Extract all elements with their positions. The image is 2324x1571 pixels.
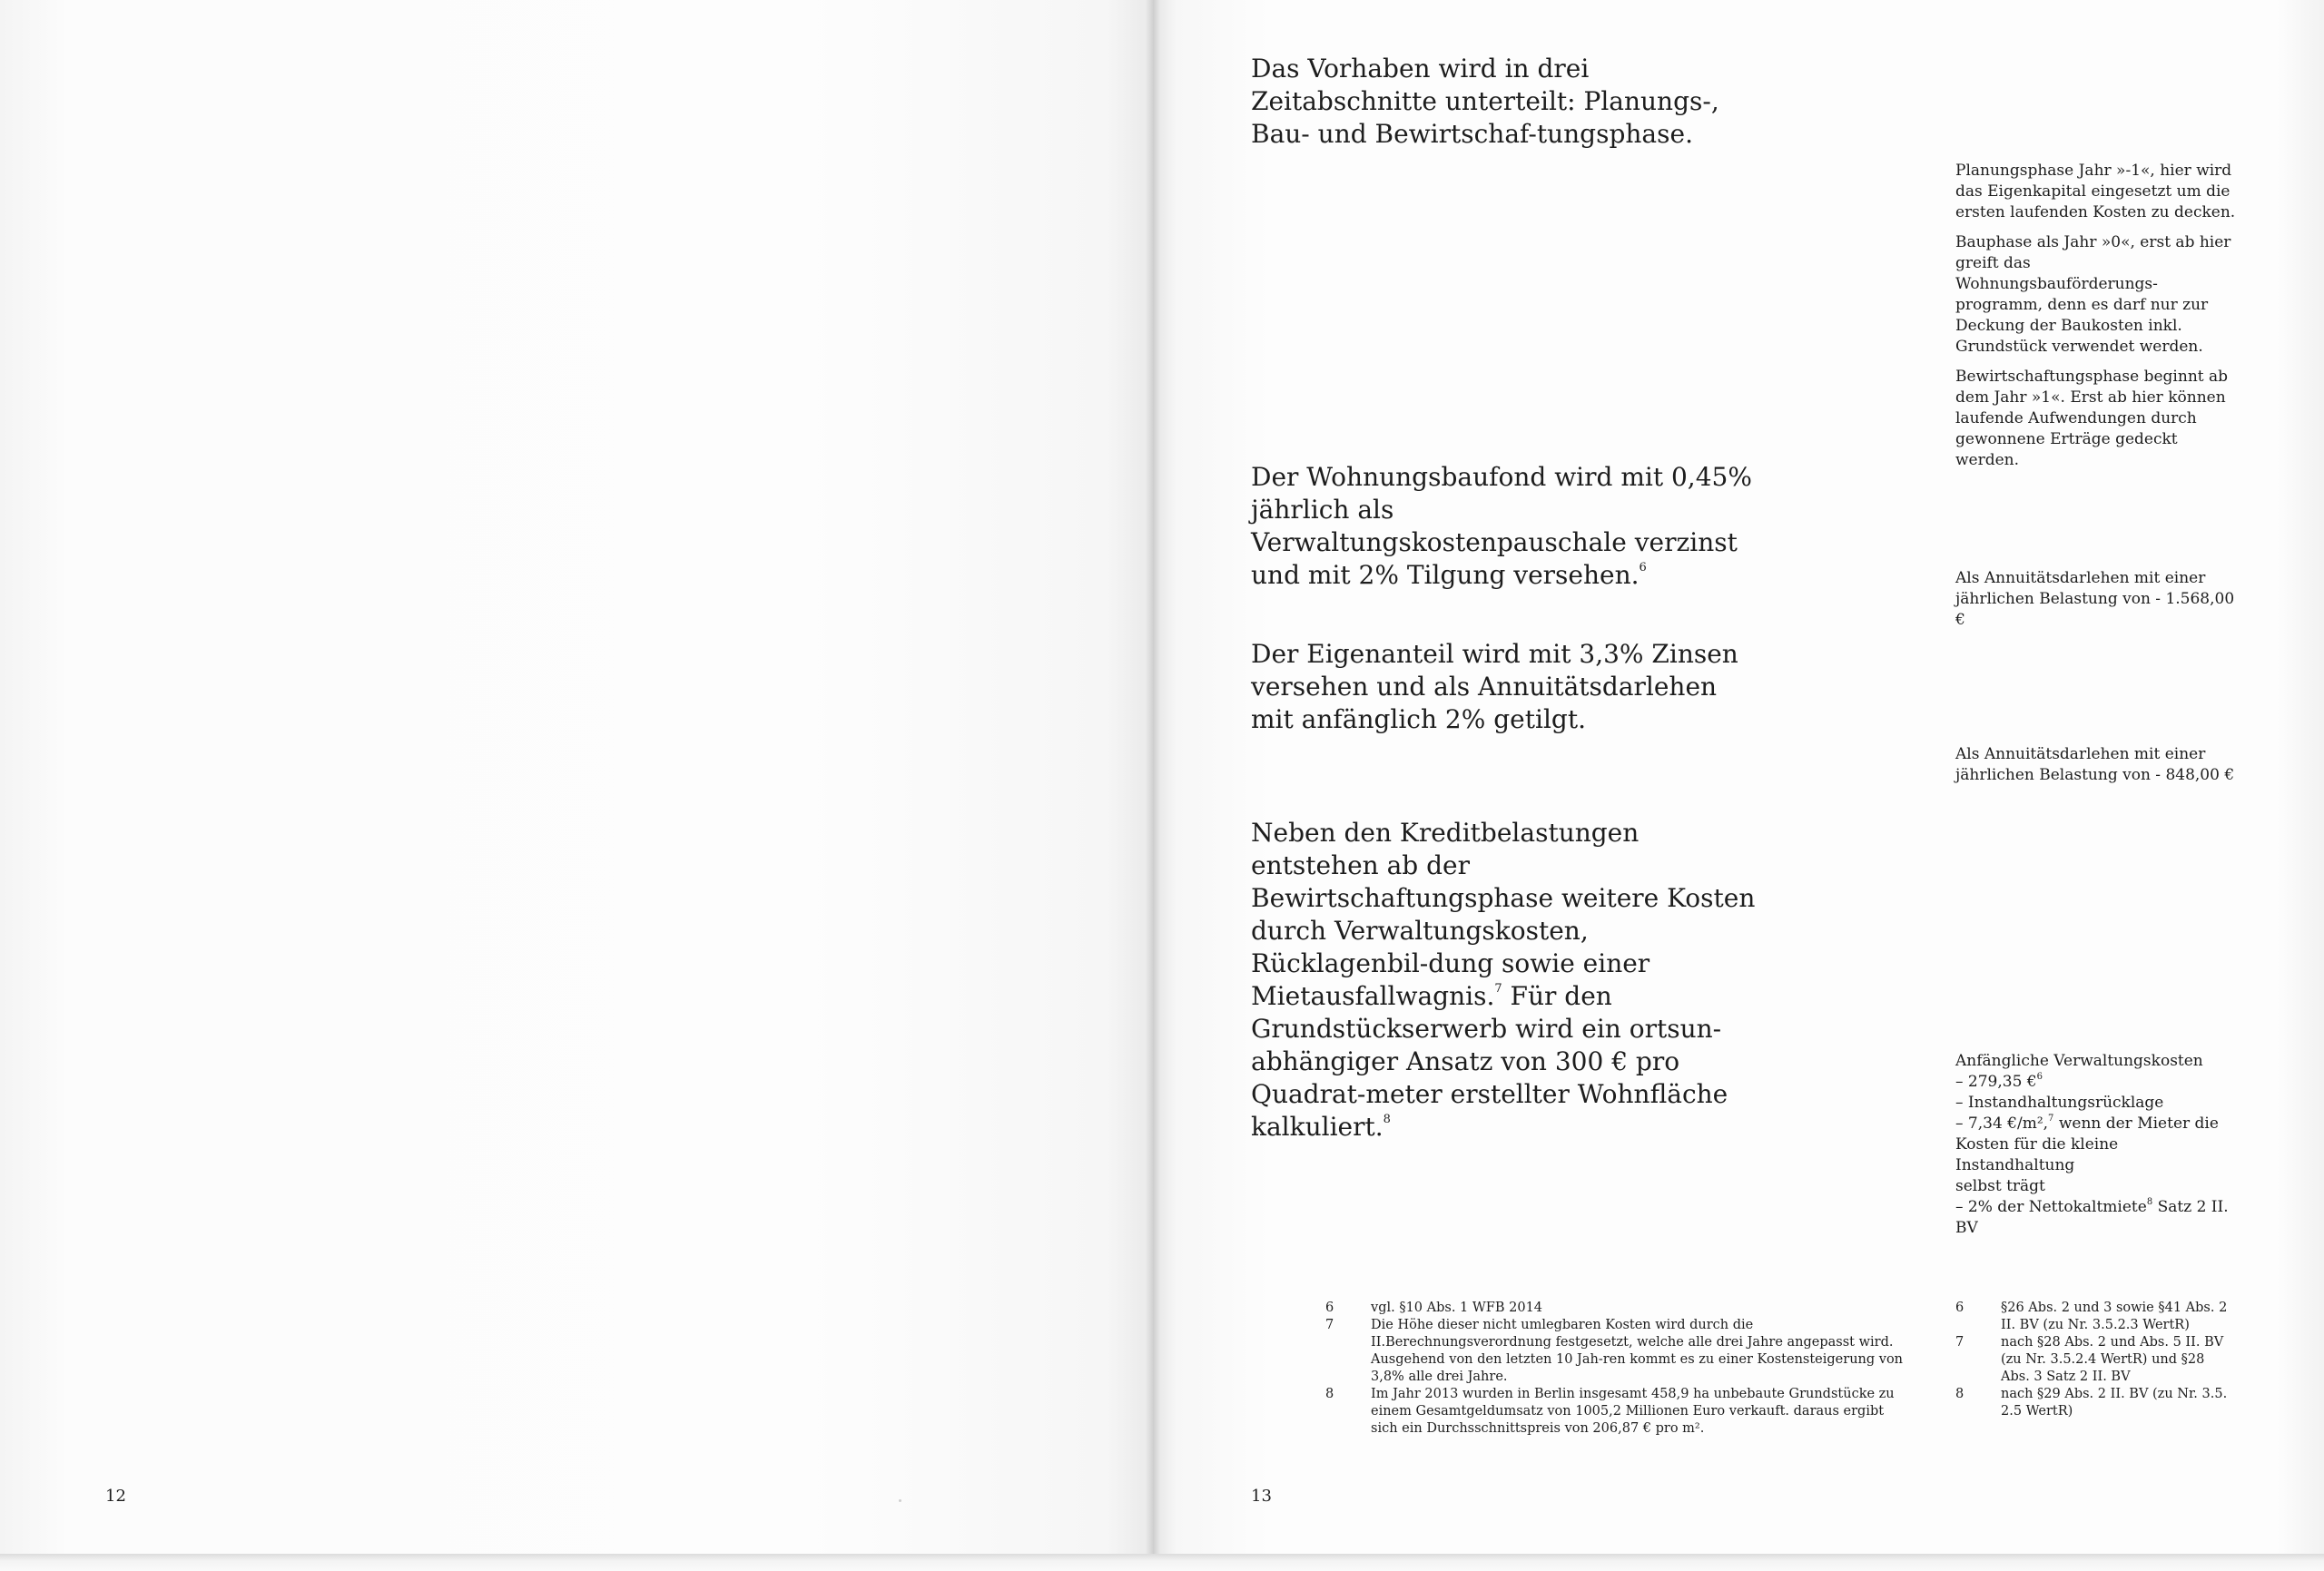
side-note-equity-annuity [1955, 744, 2237, 795]
paragraph-text: Neben den Kreditbelastungen entstehen ab der Bewirtschaftungsphase weitere Kosten durch Verwaltungskosten, Rücklagenbil-dung sowie einer Mietausfallwagnis. [1251, 818, 1756, 1011]
side-note-fund-annuity [1955, 568, 2237, 640]
paragraph-phases [1251, 53, 1759, 151]
footnote-ref: 7 [1494, 982, 1502, 996]
footnote-number: 6 [1325, 1301, 1334, 1315]
side-note-line [1955, 1114, 2237, 1134]
footnote-text: vgl. §10 Abs. 1 WFB 2014 [1371, 1301, 1543, 1315]
paragraph-text: Der Wohnungsbaufond wird mit 0,45% jährlich als Verwaltungskostenpauschale verzinst und mit 2% Tilgung versehen. [1251, 462, 1752, 590]
side-note-line: selbst trägt [1955, 1177, 2045, 1195]
footnote-number: 8 [1325, 1387, 1334, 1401]
paragraph-additional-costs [1251, 817, 1759, 1144]
paragraph-text: Der Eigenanteil wird mit 3,3% Zinsen versehen und als Annuitätsdarlehen mit anfänglich 2% getilgt. [1251, 639, 1738, 734]
footnote [1325, 1386, 1906, 1438]
footnote-number: 7 [1955, 1335, 1965, 1350]
footnote [1955, 1300, 2237, 1334]
side-note-text: Satz 2 II. BV [1955, 1198, 2229, 1237]
side-note-line: Kosten für die kleine Instandhaltung [1955, 1135, 2119, 1174]
footnote-text: nach §28 Abs. 2 und Abs. 5 II. BV (zu Nr. 3.5.2.4 WertR) und §28 Abs. 3 Satz 2 II. BV [2001, 1335, 2224, 1384]
footnote-ref: 8 [2146, 1197, 2153, 1207]
paragraph-housing-fund [1251, 461, 1759, 592]
footnote-text: Die Höhe dieser nicht umlegbaren Kosten wird durch die II.Berechnungsverordnung festgesetzt, welche alle drei Jahre angepasst wird. Ausgehend von den letzten 10 Jah-ren kommt es zu einer Kostensteigerung von 3,8% alle drei Jahre. [1371, 1318, 1904, 1384]
side-note-line: – Instandhaltungsrücklage [1955, 1094, 2164, 1112]
footnotes-side [1955, 1300, 2237, 1420]
footnote-ref: 8 [1383, 1113, 1391, 1126]
paragraph-equity [1251, 638, 1759, 736]
left-page [0, 0, 1153, 1554]
side-note-text: wenn der Mieter die [2053, 1114, 2219, 1133]
footnote-ref: 7 [2048, 1114, 2054, 1124]
footnote [1955, 1386, 2237, 1420]
footnote-number: 8 [1955, 1387, 1965, 1401]
side-note-text: – 279,35 € [1955, 1073, 2037, 1091]
side-note-line [1955, 1072, 2237, 1093]
book-gutter [1146, 0, 1160, 1554]
side-note-text: – 2% der Nettokaltmiete [1955, 1198, 2147, 1216]
side-note-line: Anfängliche Verwaltungskosten [1955, 1052, 2203, 1070]
footnotes-main [1325, 1300, 1906, 1438]
footnote-number: 6 [1955, 1301, 1965, 1315]
footnote-number: 7 [1325, 1318, 1334, 1332]
side-note-costs [1955, 1051, 2237, 1239]
side-note-phases [1955, 161, 2237, 480]
side-note-text: – 7,34 €/m², [1955, 1114, 2049, 1133]
right-page-number: 13 [1251, 1487, 1272, 1506]
footnote-text: Im Jahr 2013 wurden in Berlin insgesamt 458,9 ha unbebaute Grundstücke zu einem Gesamtgeldumsatz von 1005,2 Millionen Euro verkauft. daraus ergibt sich ein Durchsschnittspreis von 206,87 € pro m². [1371, 1387, 1895, 1436]
paragraph-text: Das Vorhaben wird in drei Zeitabschnitte unterteilt: Planungs-, Bau- und Bewirtschaf-tungsphase. [1251, 54, 1719, 149]
footnote [1325, 1317, 1906, 1386]
paper-speck [899, 1499, 901, 1502]
side-note-text: Als Annuitätsdarlehen mit einer jährlichen Belastung von - 1.568,00 € [1955, 569, 2235, 629]
side-note-planning: Planungsphase Jahr »-1«, hier wird das Eigenkapital eingesetzt um die ersten laufenden Kosten zu decken. [1955, 162, 2236, 221]
footnote [1325, 1300, 1906, 1317]
footnote [1955, 1334, 2237, 1386]
paragraph-text: Für den Grundstückserwerb wird ein ortsun-abhängiger Ansatz von 300 € pro Quadrat-meter erstellter Wohnfläche kalkuliert. [1251, 981, 1728, 1142]
footnote-text: nach §29 Abs. 2 II. BV (zu Nr. 3.5. 2.5 WertR) [2001, 1387, 2228, 1419]
side-note-operation: Bewirtschaftungsphase beginnt ab dem Jahr »1«. Erst ab hier können laufende Aufwendungen durch gewonnene Erträge gedeckt werden. [1955, 368, 2229, 469]
page-bottom-edge [0, 1554, 2324, 1571]
side-note-text: Als Annuitätsdarlehen mit einer jährlichen Belastung von - 848,00 € [1955, 745, 2235, 784]
side-note-line [1955, 1197, 2237, 1239]
footnote-text: §26 Abs. 2 und 3 sowie §41 Abs. 2 II. BV (zu Nr. 3.5.2.3 WertR) [2001, 1301, 2228, 1332]
left-page-number: 12 [105, 1487, 126, 1506]
footnote-ref: 6 [1639, 561, 1647, 574]
footnote-ref: 6 [2036, 1072, 2043, 1082]
side-note-construction: Bauphase als Jahr »0«, erst ab hier greift das Wohnungsbauförderungs-programm, denn es darf nur zur Deckung der Baukosten inkl. Grundstück verwendet werden. [1955, 233, 2231, 356]
